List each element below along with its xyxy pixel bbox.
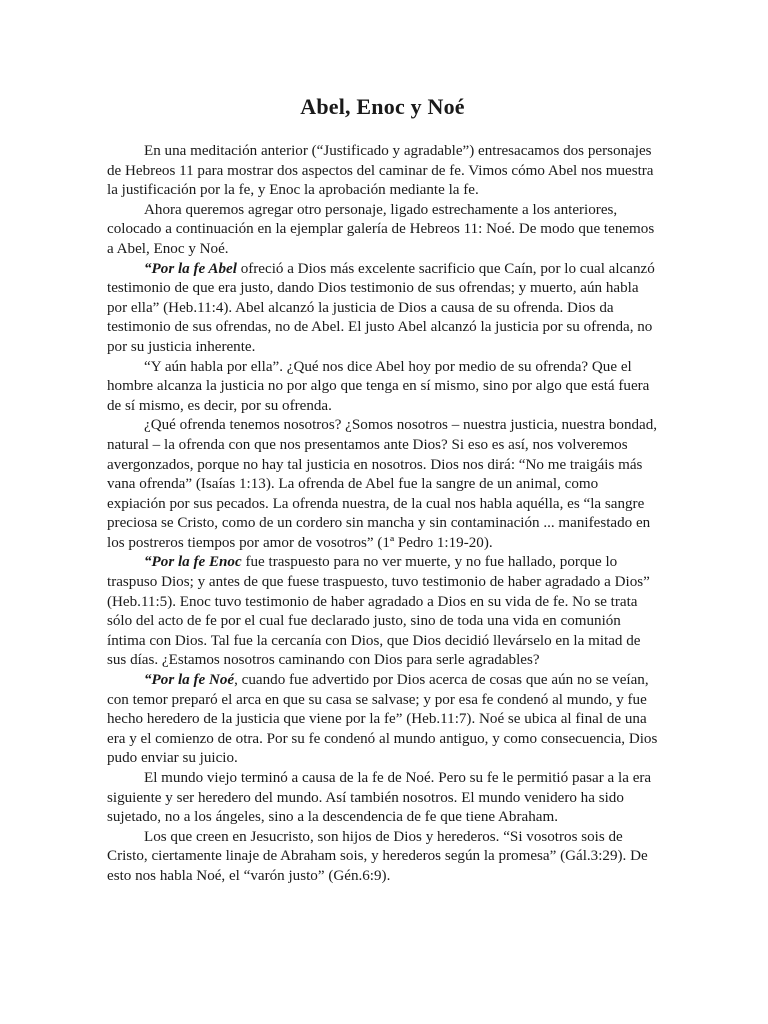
paragraph bbox=[107, 828, 658, 887]
paragraph-text: Los que creen en Jesucristo, son hijos de Dios y herederos. “Si vosotros sois de Cristo, ciertamente linaje de Abraham sois, y herederos según la promesa” (Gál.3:29). De esto nos habla Noé, el “varón justo” (Gén.6:9). bbox=[107, 828, 648, 884]
paragraph-lead: “Por la fe Enoc bbox=[144, 554, 242, 571]
paragraph-lead: “Por la fe Abel bbox=[144, 260, 237, 277]
paragraph-lead: “Por la fe Noé bbox=[144, 672, 235, 689]
paragraph-text: En una meditación anterior (“Justificado y agradable”) entresacamos dos personajes de Hebreos 11 para mostrar dos aspectos del caminar de fe. Vimos cómo Abel nos muestra la justificación por la fe, y Enoc la aprobación mediante la fe. bbox=[107, 143, 654, 199]
paragraph-text: ¿Qué ofrenda tenemos nosotros? ¿Somos nosotros – nuestra justicia, nuestra bondad, natural – la ofrenda con que nos presentamos ante Dios? Si eso es así, nos volveremos avergonzados, porque no hay tal justicia en nosotros. Dios nos dirá: “No me traigáis más vana ofrenda” (Isaías 1:13). La ofrenda de Abel fue la sangre de un animal, como expiación por sus pecados. La ofrenda nuestra, de la cual nos habla aquélla, es “la sangre preciosa se Cristo, como de un cordero sin mancha y sin contaminación ... manifestado en los postreros tiempos por amor de vosotros” (1ª Pedro 1:19-20). bbox=[107, 417, 658, 551]
page-title: Abel, Enoc y Noé bbox=[300, 94, 465, 119]
paragraph bbox=[107, 358, 658, 417]
paragraph-text: Ahora queremos agregar otro personaje, ligado estrechamente a los anteriores, colocado a continuación en la ejemplar galería de Hebreos 11: Noé. De modo que tenemos a Abel, Enoc y Noé. bbox=[107, 201, 655, 257]
document-page bbox=[107, 92, 658, 887]
paragraph bbox=[107, 201, 658, 260]
paragraph-text: El mundo viejo terminó a causa de la fe de Noé. Pero su fe le permitió pasar a la era siguiente y ser heredero del mundo. Así también nosotros. El mundo venidero ha sido sujetado, no a los ángeles, sino a la descendencia de fe que tiene Abraham. bbox=[107, 770, 652, 826]
paragraph bbox=[107, 553, 658, 671]
paragraph-text: fue traspuesto para no ver muerte, y no fue hallado, porque lo traspuso Dios; y antes de que fuese traspuesto, tuvo testimonio de haber agradado a Dios” (Heb.11:5). Enoc tuvo testimonio de haber agradado a Dios en su vida de fe. No se trata sólo del acto de fe por el cual fue declarado justo, sino de toda una vida en comunión íntima con Dios. Tal fue la cercanía con Dios, que Dios decidió llevárselo en la mitad de sus días. ¿Estamos nosotros caminando con Dios para serle agradables? bbox=[107, 554, 650, 669]
paragraph-text: , cuando fue advertido por Dios acerca de cosas que aún no se veían, con temor preparó el arca en que su casa se salvase; y por esa fe condenó al mundo, y fue hecho heredero de la justicia que viene por la fe” (Heb.11:7). Noé se ubica al final de una era y el comienzo de otra. Por su fe condenó al mundo antiguo, y como consecuencia, Dios pudo enviar su juicio. bbox=[107, 672, 658, 767]
paragraph-text: “Y aún habla por ella”. ¿Qué nos dice Abel hoy por medio de su ofrenda? Que el hombre alcanza la justicia no por algo que tenga en sí mismo, sino por algo que está fuera de sí mismo, es decir, por su ofrenda. bbox=[107, 358, 650, 414]
paragraph bbox=[107, 142, 658, 201]
paragraph bbox=[107, 416, 658, 553]
paragraph bbox=[107, 260, 658, 358]
paragraph-text: ofreció a Dios más excelente sacrificio que Caín, por lo cual alcanzó testimonio de que era justo, dando Dios testimonio de sus ofrendas; y muerto, aún habla por ella” (Heb.11:4). Abel alcanzó la justicia de Dios a causa de su ofrenda. Dios da testimonio de sus ofrendas, no de Abel. El justo Abel alcanzó la justicia por su ofrenda, no por su justicia inherente. bbox=[107, 260, 655, 355]
paragraph bbox=[107, 671, 658, 769]
paragraph bbox=[107, 769, 658, 828]
